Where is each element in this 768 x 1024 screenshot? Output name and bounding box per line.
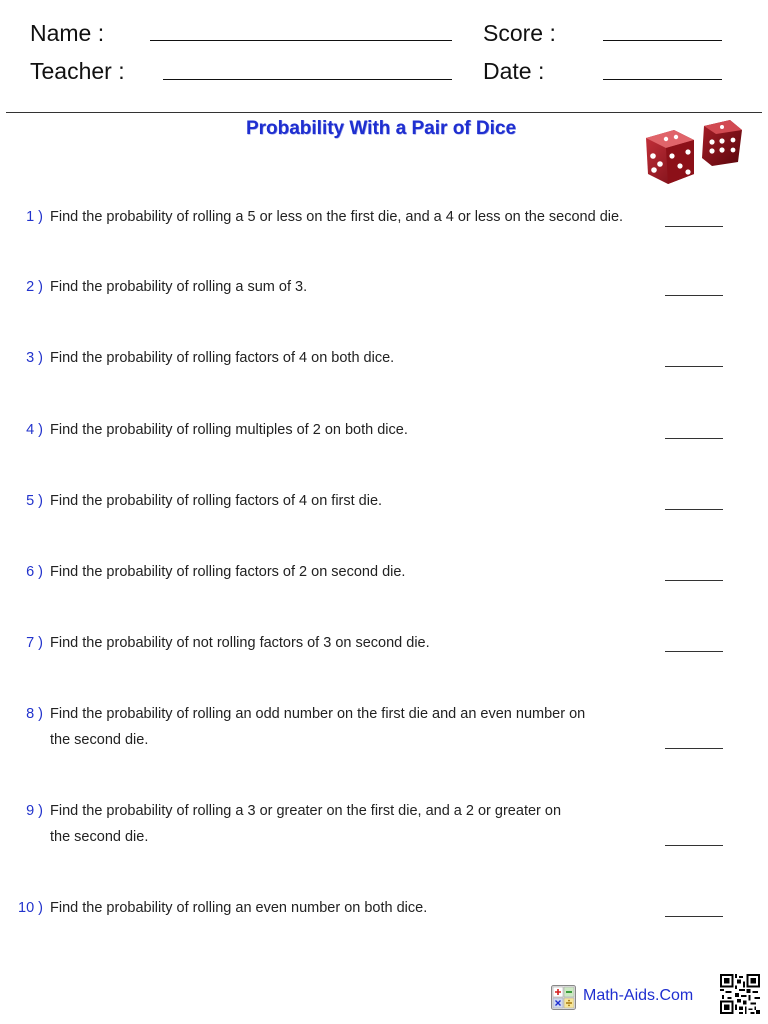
- teacher-label: Teacher :: [30, 58, 125, 84]
- answer-blank[interactable]: [665, 651, 723, 652]
- question-number: 1 ): [26, 209, 43, 225]
- question-text: Find the probability of rolling multiples of 2 on both dice.: [50, 422, 408, 438]
- question-number: 10 ): [18, 900, 43, 916]
- calculator-icon: [551, 985, 576, 1010]
- answer-blank[interactable]: [665, 438, 723, 439]
- question-number: 5 ): [26, 493, 43, 509]
- question-number: 8 ): [26, 706, 43, 722]
- score-label: Score :: [483, 20, 556, 46]
- site-link[interactable]: Math-Aids.Com: [583, 987, 694, 1004]
- name-field-line[interactable]: [150, 40, 452, 41]
- answer-blank[interactable]: [665, 366, 723, 367]
- answer-blank[interactable]: [665, 748, 723, 749]
- answer-blank[interactable]: [665, 845, 723, 846]
- question-text: Find the probability of rolling factors of 4 on both dice.: [50, 350, 395, 366]
- die-back: [702, 120, 742, 166]
- question-text: Find the probability of rolling factors of 2 on second die.: [50, 564, 406, 580]
- date-field-line[interactable]: [603, 79, 722, 80]
- answer-blank[interactable]: [665, 226, 723, 227]
- question-number: 6 ): [26, 564, 43, 580]
- qr-code-icon: [720, 973, 760, 1015]
- question-text: Find the probability of not rolling factors of 3 on second die.: [50, 635, 430, 651]
- question-number: 3 ): [26, 350, 43, 366]
- question-text: Find the probability of rolling factors of 4 on first die.: [50, 493, 383, 509]
- answer-blank[interactable]: [665, 580, 723, 581]
- dice-icon: [640, 116, 746, 188]
- name-label: Name :: [30, 20, 105, 46]
- question-text: Find the probability of rolling a 5 or less on the first die, and a 4 or less on the second die.: [50, 209, 624, 225]
- teacher-field-line[interactable]: [163, 79, 452, 80]
- question-text: Find the probability of rolling an even number on both dice.: [50, 900, 428, 916]
- answer-blank[interactable]: [665, 295, 723, 296]
- header-divider: [6, 112, 762, 113]
- score-field-line[interactable]: [603, 40, 722, 41]
- answer-blank[interactable]: [665, 916, 723, 917]
- die-front: [646, 130, 694, 184]
- question-number: 4 ): [26, 422, 43, 438]
- question-number: 9 ): [26, 803, 43, 819]
- page-title: Probability With a Pair of Dice: [245, 118, 517, 139]
- answer-blank[interactable]: [665, 509, 723, 510]
- question-text: Find the probability of rolling a 3 or greater on the first die, and a 2 or greater on the second die.: [50, 803, 562, 845]
- question-text: Find the probability of rolling a sum of 3.: [50, 279, 308, 295]
- question-text: Find the probability of rolling an odd number on the first die and an even number on the second die.: [50, 706, 586, 748]
- question-number: 7 ): [26, 635, 43, 651]
- question-number: 2 ): [26, 279, 43, 295]
- date-label: Date :: [483, 58, 545, 84]
